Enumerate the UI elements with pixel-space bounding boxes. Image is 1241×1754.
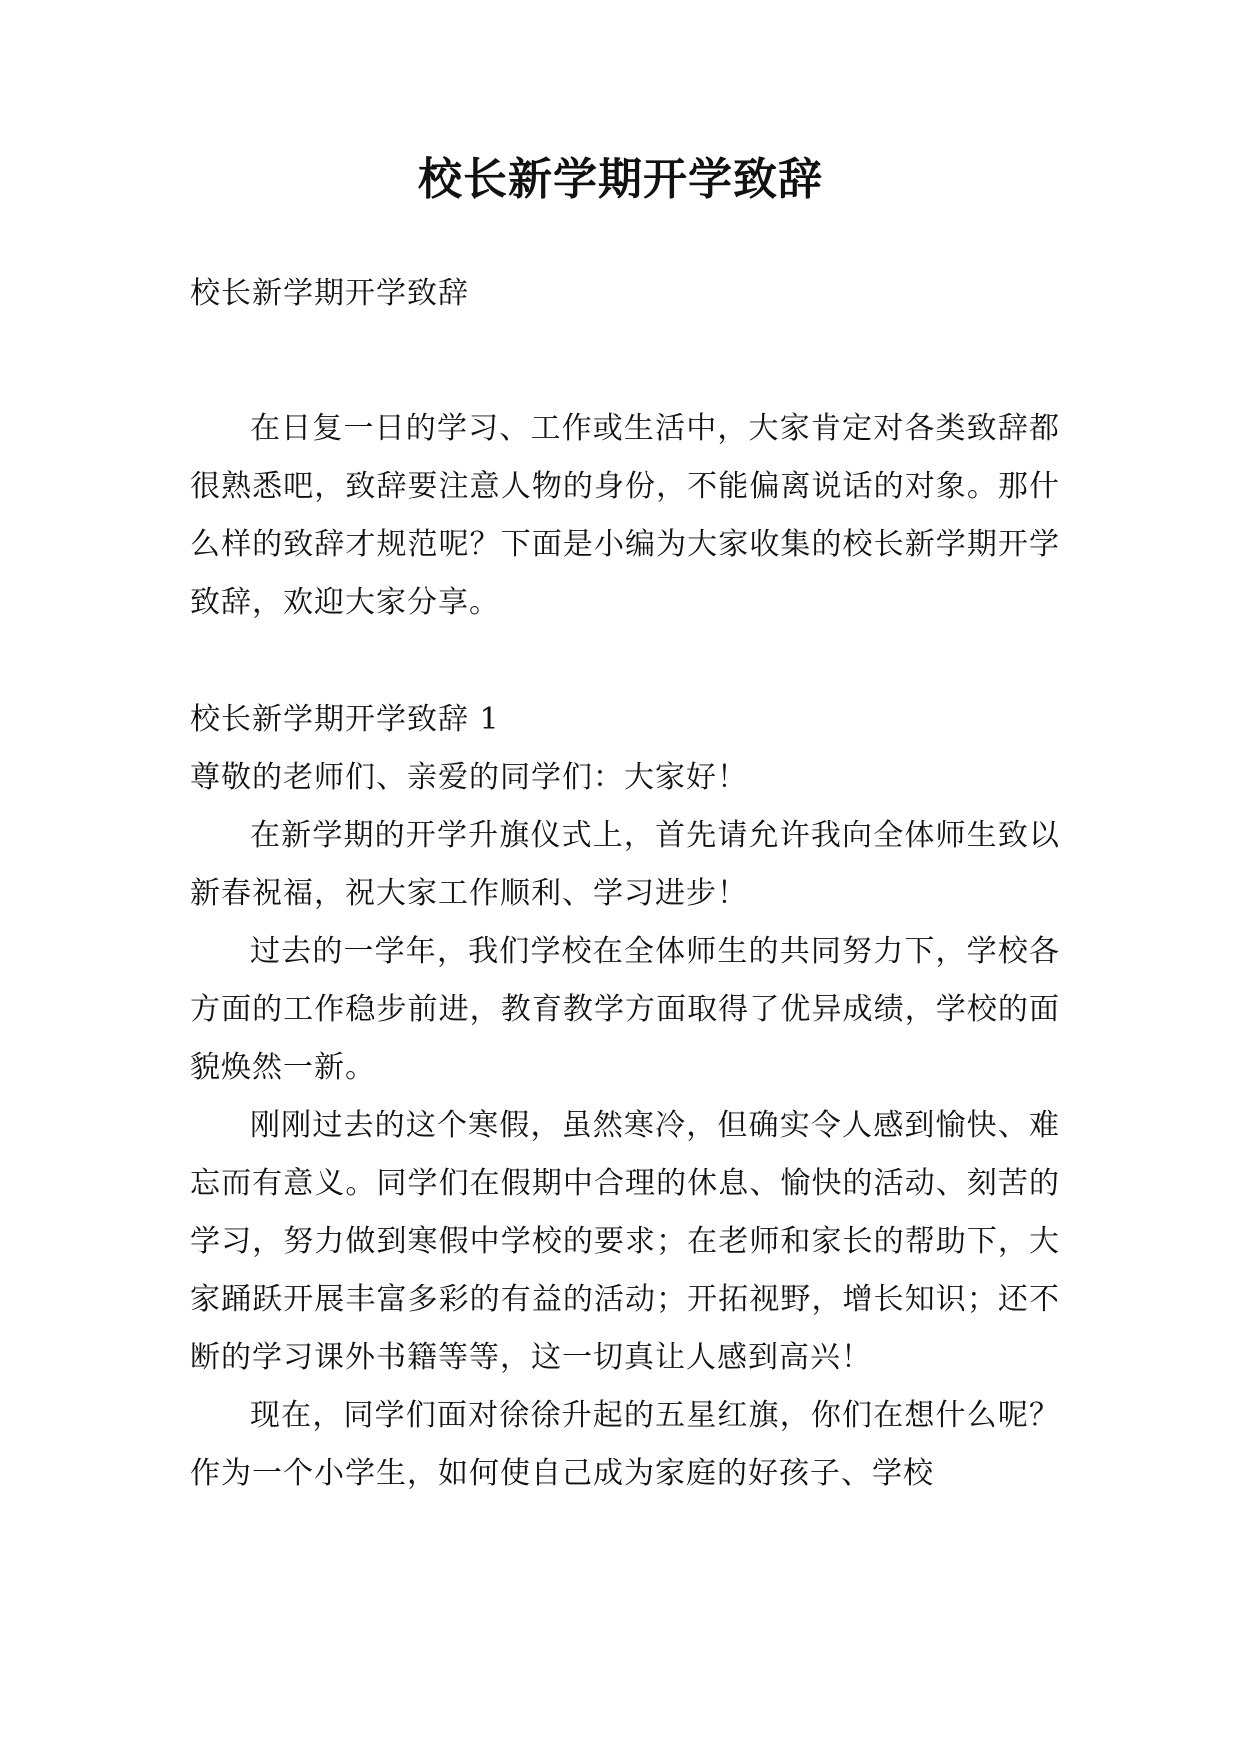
intro-text: 在日复一日的学习、工作或生活中，大家肯定对各类致辞都很熟悉吧，致辞要注意人物的身份，不能偏离说话的对象。那什么样的致辞才规范呢？下面是小编为大家收集的校长新学期开学致辞，欢迎大家分享。 bbox=[190, 411, 1060, 620]
body-paragraph: 刚刚过去的这个寒假，虽然寒冷，但确实令人感到愉快、难忘而有意义。同学们在假期中合理的休息、愉快的活动、刻苦的学习，努力做到寒假中学校的要求；在老师和家长的帮助下，大家踊跃开展丰富多彩的有益的活动；开拓视野，增长知识；还不断的学习课外书籍等等，这一切真让人感到高兴！ bbox=[190, 1108, 1060, 1375]
intro-paragraph bbox=[190, 400, 1060, 632]
document-subtitle bbox=[190, 265, 1060, 323]
body-paragraph: 在新学期的开学升旗仪式上，首先请允许我向全体师生致以新春祝福，祝大家工作顺利、学习进步！ bbox=[190, 818, 1060, 911]
document-title: 校长新学期开学致辞 bbox=[418, 154, 823, 205]
greeting-line: 尊敬的老师们、亲爱的同学们：大家好！ bbox=[190, 760, 748, 795]
body-paragraph: 现在，同学们面对徐徐升起的五星红旗，你们在想什么呢？作为一个小学生，如何使自己成为家庭的好孩子、学校 bbox=[190, 1398, 1060, 1491]
section-block bbox=[190, 691, 1060, 1503]
subtitle-text: 校长新学期开学致辞 bbox=[190, 276, 469, 311]
section-heading: 校长新学期开学致辞 1 bbox=[190, 702, 500, 737]
body-paragraph: 过去的一学年，我们学校在全体师生的共同努力下，学校各方面的工作稳步前进，教育教学方面取得了优异成绩，学校的面貌焕然一新。 bbox=[190, 934, 1060, 1085]
